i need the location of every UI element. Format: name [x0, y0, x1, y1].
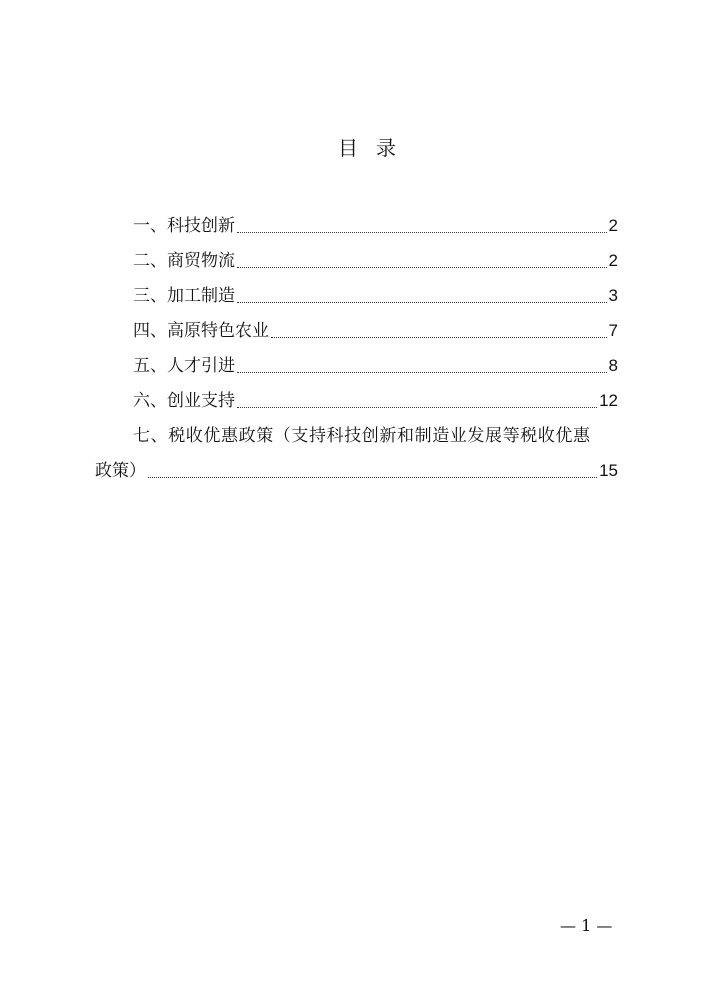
toc-entry-label: 四、高原特色农业 [133, 321, 269, 341]
leader-dots [237, 231, 607, 233]
toc-entry[interactable] [95, 344, 618, 379]
toc-entry-page: 2 [608, 216, 618, 235]
leader-dots [148, 476, 597, 478]
toc-entry-page: 7 [608, 321, 618, 340]
table-of-contents [95, 204, 618, 484]
leader-dots [237, 301, 607, 303]
page-number: — 1 — [560, 916, 613, 935]
toc-entry-label: 三、加工制造 [133, 286, 235, 306]
toc-entry-label: 六、创业支持 [133, 391, 235, 411]
toc-entry-page: 2 [608, 251, 618, 270]
leader-dots [271, 336, 607, 338]
toc-entry-page: 15 [599, 461, 618, 480]
toc-entry-label: 一、科技创新 [133, 216, 235, 236]
leader-dots [237, 266, 607, 268]
toc-entry[interactable] [95, 309, 618, 344]
toc-entry-page: 12 [599, 391, 618, 410]
toc-entry-continuation [95, 449, 618, 484]
toc-entry-page: 3 [608, 286, 618, 305]
toc-entry[interactable] [95, 239, 618, 274]
toc-entry[interactable] [95, 414, 618, 484]
toc-entry-label: 五、人才引进 [133, 356, 235, 376]
toc-entry-label: 二、商贸物流 [133, 251, 235, 271]
toc-entry-label: 七、税收优惠政策（支持科技创新和制造业发展等税收优惠 [133, 426, 591, 446]
leader-dots [237, 406, 597, 408]
toc-title: 目录 [338, 136, 414, 160]
toc-entry-label-continued: 政策） [95, 461, 146, 481]
toc-entry-page: 8 [608, 356, 618, 375]
toc-entry[interactable] [95, 204, 618, 239]
leader-dots [237, 371, 607, 373]
toc-entry[interactable] [95, 274, 618, 309]
toc-entry[interactable] [95, 379, 618, 414]
